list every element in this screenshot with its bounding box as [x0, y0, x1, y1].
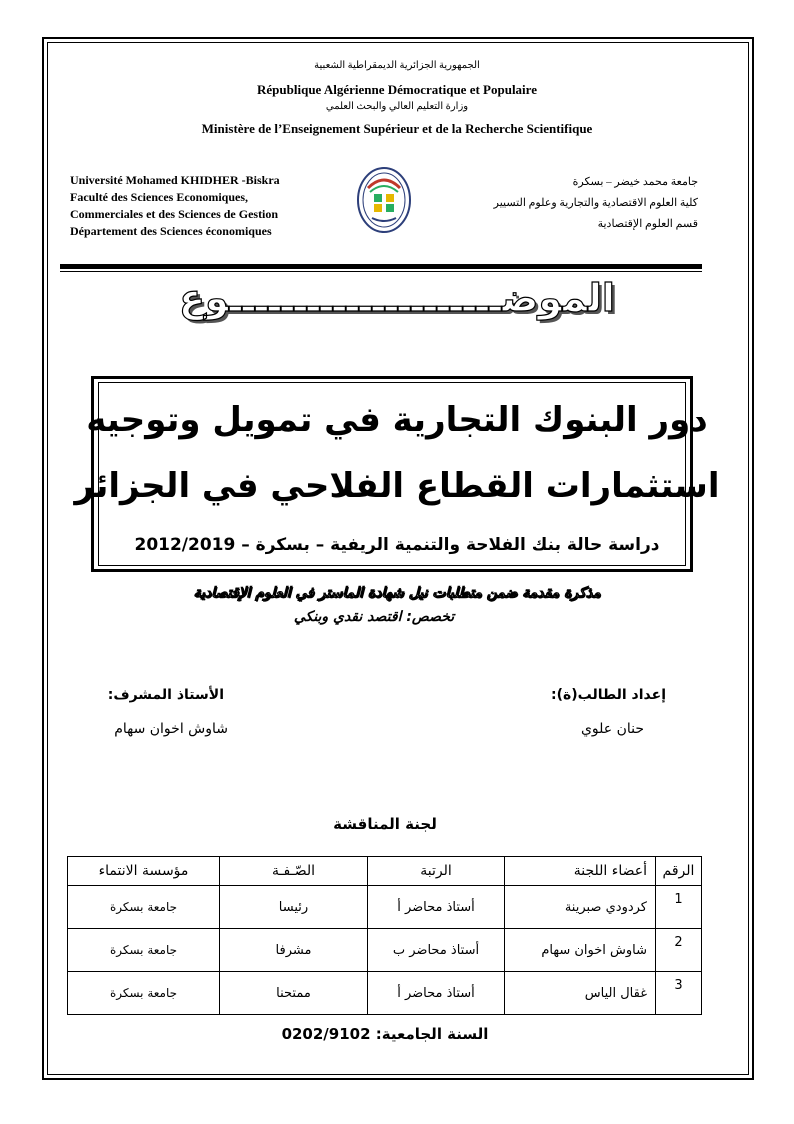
thesis-title-line1: دور البنوك التجارية في تمويل وتوجيه [86, 400, 708, 440]
republic-ar: الجمهورية الجزائرية الديمقراطية الشعبية [314, 60, 480, 71]
header-members: أعضاء اللجنة [505, 857, 656, 886]
university-logo [356, 166, 412, 234]
header-separator-thin [60, 271, 702, 272]
row-number: 3 [656, 972, 702, 1015]
row-rank: أستاذ محاضر أ [368, 972, 505, 1015]
republic-fr: République Algérienne Démocratique et Populaire [257, 82, 537, 97]
row-member: شاوش اخوان سهام [505, 929, 656, 972]
student-name: حنان علوي [580, 721, 644, 737]
subject-heading: الموضـــــــــــــــــــــوع [179, 276, 615, 320]
row-rank: أستاذ محاضر أ [368, 886, 505, 929]
table-header-row [68, 857, 702, 886]
memo-statement: مذكرة مقدمة ضمن متطلبات نيل شهادة الماستر في العلوم الإقتصادية [193, 585, 601, 601]
table-row [68, 886, 702, 929]
committee-title: لجنة المناقشة [333, 815, 437, 833]
row-institution: جامعة بسكرة [68, 929, 220, 972]
university-fr-line: Commerciales et des Sciences de Gestion [70, 207, 279, 221]
ministry-ar: وزارة التعليم العالي والبحث العلمي [325, 101, 469, 112]
header-separator-thick [60, 264, 702, 269]
table-row [68, 929, 702, 972]
ministry-fr: Ministère de l’Enseignement Supérieur et de la Recherche Scientifique [201, 121, 593, 136]
university-fr-line: Faculté des Sciences Economiques, [70, 190, 248, 204]
university-ar-line: قسم العلوم الإقتصادية [597, 218, 698, 230]
university-ar-line: جامعة محمد خيضر – بسكرة [572, 176, 698, 188]
student-label: إعداد الطالب(ة): [551, 687, 666, 703]
row-institution: جامعة بسكرة [68, 972, 220, 1015]
university-fr-line: Département des Sciences économiques [70, 224, 272, 238]
supervisor-name: شاوش اخوان سهام [114, 721, 228, 737]
supervisor-label: الأستاذ المشرف: [107, 687, 224, 703]
row-number: 2 [656, 929, 702, 972]
thesis-title-line2: استثمارات القطاع الفلاحي في الجزائر [74, 466, 720, 506]
header-rank: الرتبة [368, 857, 505, 886]
specialty: تخصص: اقتصد نقدي وبنكي [293, 609, 455, 625]
header-number: الرقم [656, 857, 702, 886]
thesis-case-study: دراسة حالة بنك الفلاحة والتنمية الريفية – بسكرة – 2012/2019 [134, 535, 660, 555]
row-institution: جامعة بسكرة [68, 886, 220, 929]
committee-table [67, 856, 702, 1015]
row-role: ممتحنا [220, 972, 368, 1015]
header-role: الصّـفـة [220, 857, 368, 886]
academic-year: السنة الجامعية: 0202/9102 [281, 1025, 489, 1043]
header-institution: مؤسسة الانتماء [68, 857, 220, 886]
row-number: 1 [656, 886, 702, 929]
row-role: مشرفا [220, 929, 368, 972]
university-fr-block [70, 172, 280, 240]
university-ar-line: كلية العلوم الاقتصادية والتجارية وعلوم التسيير [493, 197, 698, 209]
university-fr-line: Université Mohamed KHIDHER -Biskra [70, 173, 280, 187]
row-member: كردودي صبرينة [505, 886, 656, 929]
table-row [68, 972, 702, 1015]
row-role: رئيسا [220, 886, 368, 929]
row-member: غقال الياس [505, 972, 656, 1015]
row-rank: أستاذ محاضر ب [368, 929, 505, 972]
university-ar-block [494, 172, 698, 235]
